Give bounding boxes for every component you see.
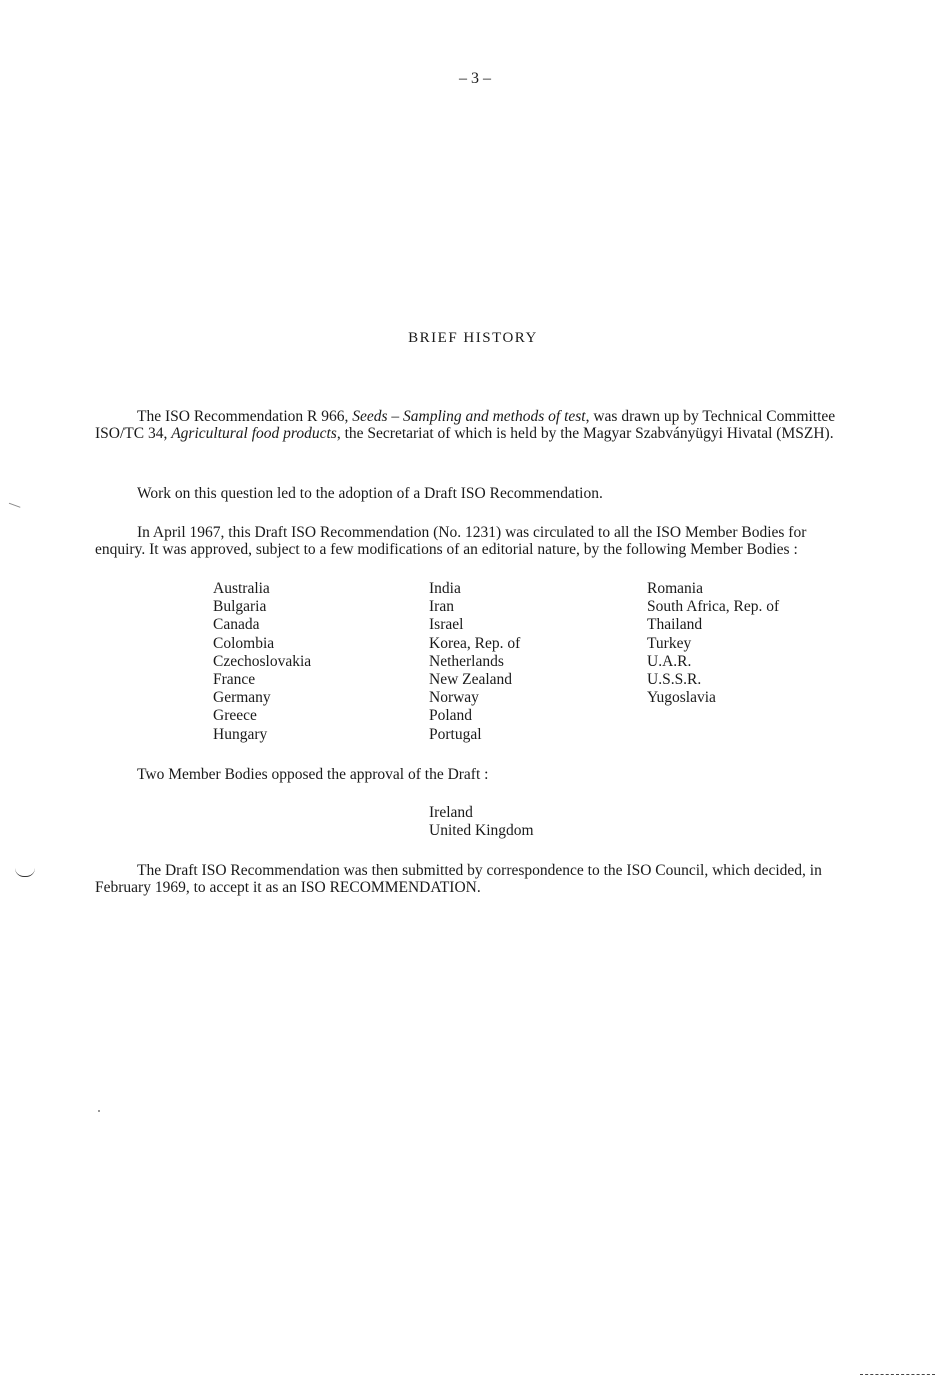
country-item: Bulgaria — [213, 598, 267, 616]
para1-text-b: , was drawn up by Technical Committee ISO/TC 34, — [95, 408, 836, 442]
recommendation-title: Seeds – Sampling and methods of test — [352, 408, 586, 425]
country-item: Australia — [213, 580, 270, 597]
country-item: Germany — [213, 689, 271, 707]
history-paragraph-3 — [95, 524, 850, 558]
scan-artifact — [98, 1110, 100, 1112]
country-item: Poland — [429, 707, 473, 725]
country-item: U.A.R. — [647, 652, 692, 670]
committee-title: Agricultural food products — [171, 425, 337, 442]
scan-artifact — [9, 495, 23, 508]
country-item: Czechoslovakia — [213, 652, 312, 670]
country-item: Thailand — [647, 616, 703, 634]
history-paragraph-5 — [95, 862, 850, 896]
country-item: Canada — [213, 616, 260, 634]
country-item: U.S.S.R. — [647, 671, 702, 689]
country-item: Portugal — [429, 725, 482, 743]
history-paragraph-1 — [95, 408, 850, 442]
country-item: Turkey — [647, 634, 692, 652]
opposing-bodies-list — [429, 804, 534, 840]
para2-text: Work on this question led to the adoption of a Draft ISO Recommendation. — [137, 485, 603, 502]
para3-text: In April 1967, this Draft ISO Recommendation (No. 1231) was circulated to all the ISO Member Bodies for enquiry. It was approved, subject to a few modifications of an editorial nature, by the following Member Bodies : — [95, 524, 807, 558]
country-item: India — [429, 580, 461, 597]
country-item: Greece — [213, 707, 257, 725]
scan-artifact — [15, 868, 35, 877]
para4-text: Two Member Bodies opposed the approval of the Draft : — [137, 766, 489, 783]
country-item: Colombia — [213, 634, 275, 652]
approving-bodies-column-1 — [213, 580, 311, 744]
history-paragraph-2 — [95, 485, 850, 502]
para5-text: The Draft ISO Recommendation was then submitted by correspondence to the ISO Council, which decided, in February 1969, to accept it as an ISO RECOMMENDATION. — [95, 862, 822, 896]
country-item: France — [213, 671, 256, 689]
approving-bodies-column-3 — [647, 580, 779, 707]
para1-text-c: , the Secretariat of which is held by the Magyar Szabványügyi Hivatal (MSZH). — [336, 425, 834, 442]
country-item: Israel — [429, 616, 464, 634]
country-item: United Kingdom — [429, 822, 534, 840]
approving-bodies-column-2 — [429, 580, 520, 744]
country-item: Iran — [429, 598, 454, 616]
country-item: South Africa, Rep. of — [647, 598, 780, 616]
page-number: – 3 – — [459, 70, 491, 87]
country-item: Romania — [647, 580, 703, 597]
country-item: Netherlands — [429, 652, 504, 670]
country-item: Korea, Rep. of — [429, 634, 521, 652]
country-item: Hungary — [213, 725, 268, 743]
country-item: Norway — [429, 689, 479, 707]
country-item: New Zealand — [429, 671, 513, 689]
section-heading: BRIEF HISTORY — [408, 330, 538, 346]
country-item: Yugoslavia — [647, 689, 716, 707]
history-paragraph-4 — [95, 766, 850, 783]
scan-artifact — [860, 1372, 935, 1375]
country-item: Ireland — [429, 804, 473, 821]
para1-text-a: The ISO Recommendation R 966, — [137, 408, 353, 425]
